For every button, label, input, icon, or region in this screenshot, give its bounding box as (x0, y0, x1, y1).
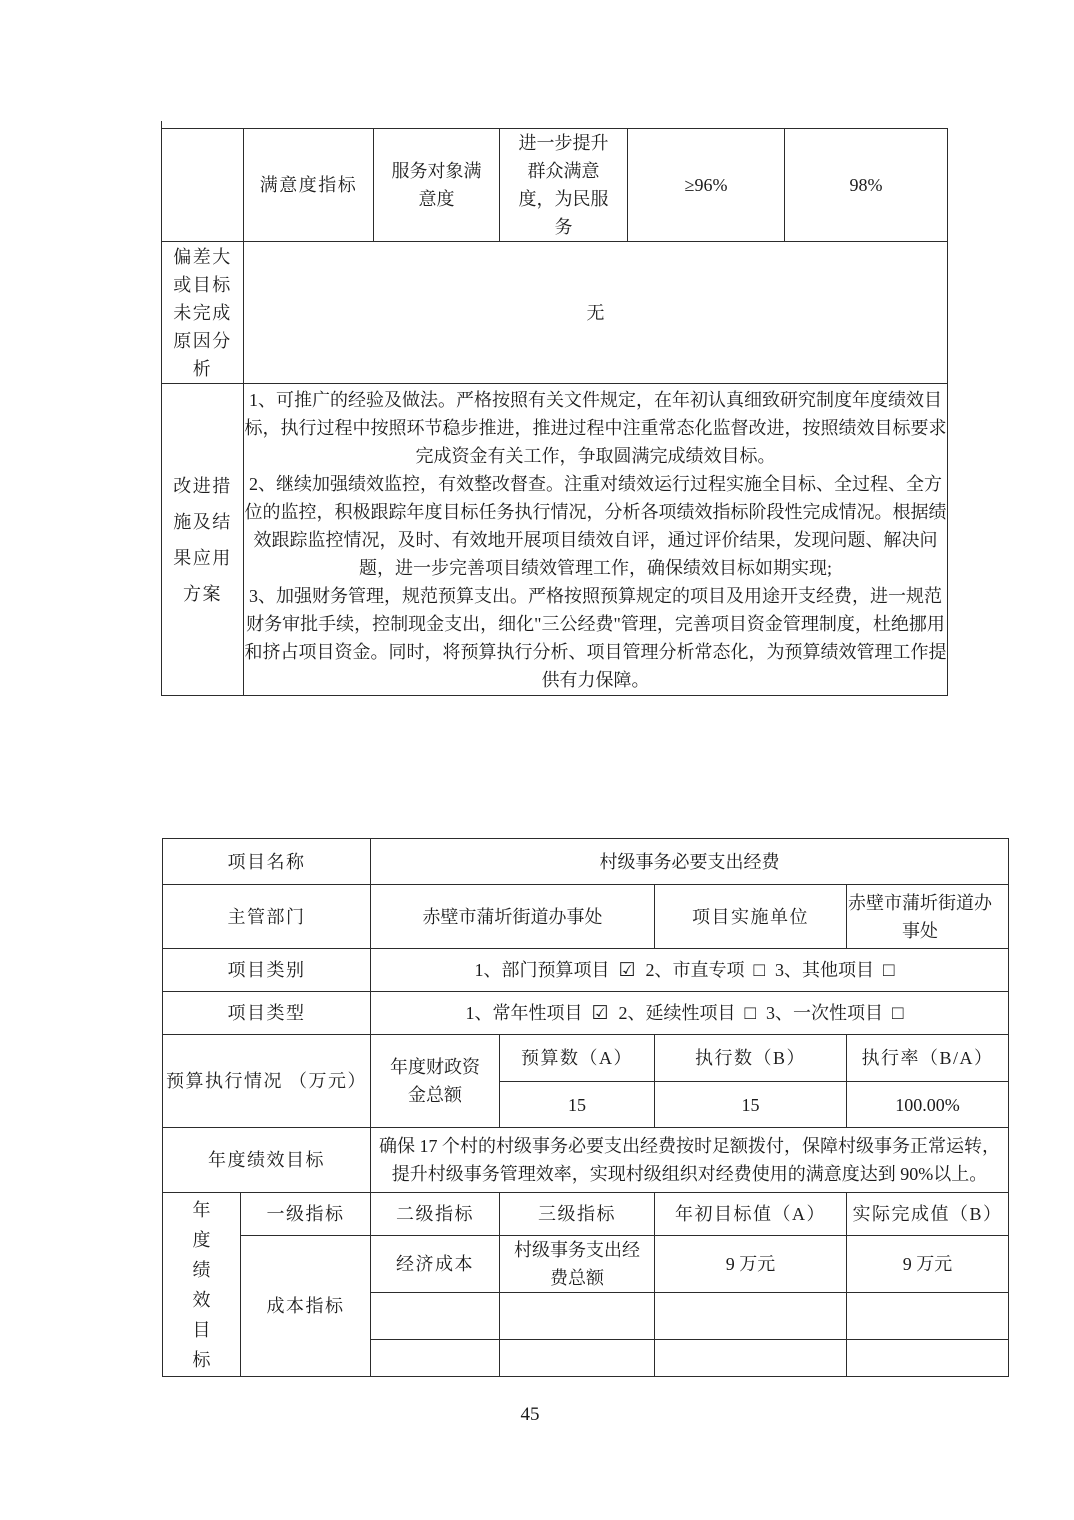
option-text: 3、其他项目 (775, 959, 875, 980)
level3-indicator-cell: 村级事务支出经费总额 (500, 1236, 655, 1293)
improvement-measures-text (244, 384, 948, 696)
indicator-level3-cell: 进一步提升群众满意度，为民服务 (500, 129, 628, 242)
actual-value-cell: 9 万元 (847, 1236, 1009, 1293)
checkbox-checked-icon: ☑ (618, 959, 636, 981)
header-target: 年初目标值（A） (655, 1193, 847, 1236)
merged-cell-continued (162, 129, 244, 242)
project-category-label: 项目类别 (163, 949, 371, 992)
budget-col-a-header: 预算数（A） (500, 1035, 655, 1082)
empty-cell (500, 1293, 655, 1340)
dept-value: 赤壁市蒲圻街道办事处 (371, 885, 655, 949)
header-actual: 实际完成值（B） (847, 1193, 1009, 1236)
checkbox-unchecked-icon: □ (892, 1002, 904, 1024)
empty-cell (847, 1293, 1009, 1340)
impl-unit-value: 赤壁市蒲圻街道办事处 (847, 885, 1009, 949)
budget-rate-value: 100.00% (847, 1082, 1009, 1128)
budget-value-a: 15 (500, 1082, 655, 1128)
target-value-cell: 9 万元 (655, 1236, 847, 1293)
project-name-value: 村级事务必要支出经费 (371, 839, 1009, 885)
empty-cell (371, 1340, 500, 1377)
annual-goal-label: 年度绩效目标 (163, 1128, 371, 1193)
indicator-level2-cell: 服务对象满意度 (374, 129, 500, 242)
empty-cell (371, 1293, 500, 1340)
indicator-level1-cell: 满意度指标 (244, 129, 374, 242)
checkbox-checked-icon: ☑ (591, 1002, 609, 1024)
empty-cell (655, 1340, 847, 1377)
project-basic-info-table (162, 838, 1009, 1377)
option-text: 3、一次性项目 (766, 1002, 884, 1023)
empty-cell (847, 1340, 1009, 1377)
empty-cell (500, 1340, 655, 1377)
improvement-paragraph: 1、可推广的经验及做法。严格按照有关文件规定，在年初认真细致研究制度年度绩效目标，执行过程中按照环节稳步推进，推进过程中注重常态化监督改进，按照绩效目标要求完成资金有关工作，争取圆满完成绩效目标。 (244, 389, 947, 466)
cost-indicator-cell: 成本指标 (241, 1236, 371, 1377)
header-level3: 三级指标 (500, 1193, 655, 1236)
option-text: 1、部门预算项目 (474, 959, 610, 980)
header-level1: 一级指标 (241, 1193, 371, 1236)
project-name-label: 项目名称 (163, 839, 371, 885)
project-category-options (371, 949, 1009, 992)
dept-label: 主管部门 (163, 885, 371, 949)
annual-goal-text: 确保 17 个村的村级事务必要支出经费按时足额拨付，保障村级事务正常运转，提升村级事务管理效率，实现村级组织对经费使用的满意度达到 90%以上。 (371, 1128, 1009, 1193)
annual-performance-side-label: 年度绩效目标 (163, 1193, 241, 1377)
project-type-label: 项目类型 (163, 992, 371, 1035)
option-text: 2、市直专项 (645, 959, 745, 980)
economic-cost-cell: 经济成本 (371, 1236, 500, 1293)
budget-col-b-header: 执行数（B） (655, 1035, 847, 1082)
page-number: 45 (520, 1404, 540, 1425)
improvement-paragraph: 2、继续加强绩效监控，有效整改督查。注重对绩效运行过程实施全目标、全过程、全方位的监控，积极跟踪年度目标任务执行情况，分析各项绩效指标阶段性完成情况。根据绩效跟踪监控情况，及时、有效地开展项目绩效自评，通过评价结果，发现问题、解决问题，进一步完善项目绩效管理工作，确保绩效目标如期实现; (244, 473, 947, 578)
checkbox-unchecked-icon: □ (753, 959, 766, 981)
annual-fund-total-label: 年度财政资金总额 (371, 1035, 500, 1128)
performance-self-evaluation-table (161, 128, 948, 696)
budget-execution-label: 预算执行情况 （万元） (163, 1035, 371, 1128)
header-level2: 二级指标 (371, 1193, 500, 1236)
budget-value-b: 15 (655, 1082, 847, 1128)
empty-cell (655, 1293, 847, 1340)
actual-value-cell: 98% (785, 129, 948, 242)
checkbox-unchecked-icon: □ (883, 959, 895, 981)
deviation-analysis-label: 偏差大或目标未完成原因分析 (162, 242, 244, 384)
improvement-paragraph: 3、加强财务管理，规范预算支出。严格按照预算规定的项目及用途开支经费，进一规范财务审批手续，控制现金支出，细化"三公经费"管理，完善项目资金管理制度，杜绝挪用和挤占项目资金。同时，将预算执行分析、项目管理分析常态化，为预算绩效管理工作提供有力保障。 (244, 585, 947, 690)
impl-unit-label: 项目实施单位 (655, 885, 847, 949)
target-value-cell: ≥96% (628, 129, 785, 242)
checkbox-unchecked-icon: □ (744, 1002, 757, 1024)
deviation-analysis-value: 无 (244, 242, 948, 384)
improvement-measures-label: 改进措施及结果应用方案 (162, 384, 244, 696)
option-text: 2、延续性项目 (618, 1002, 736, 1023)
project-type-options (371, 992, 1009, 1035)
option-text: 1、常年性项目 (465, 1002, 583, 1023)
table-left-border-extension (161, 121, 162, 128)
budget-rate-header: 执行率（B/A） (847, 1035, 1009, 1082)
